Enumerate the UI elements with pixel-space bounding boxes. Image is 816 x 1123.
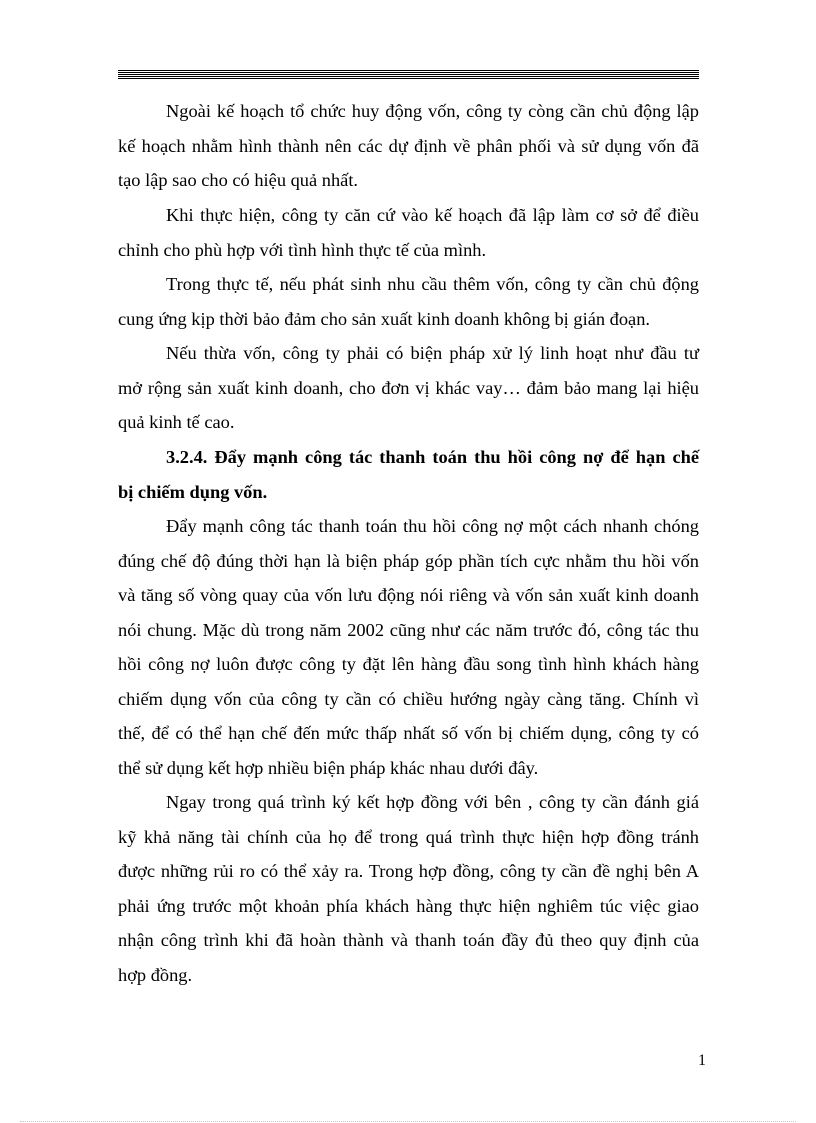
text-line: Nếu thừa vốn, công ty phải có biện pháp xử lý linh hoạt như đầu tư [166,343,699,363]
paragraph-2 [118,198,699,267]
text-line: nhận công trình khi đã hoàn thành và thanh toán đầy đủ theo quy định của [118,930,699,950]
text-line: hợp đồng. [118,964,193,985]
text-line: 3.2.4. Đẩy mạnh công tác thanh toán thu hồi công nợ để hạn chế [166,447,699,467]
text-line: bị chiếm dụng vốn. [118,481,268,502]
text-line: chiếm dụng vốn của công ty cần có chiều hướng ngày càng tăng. Chính vì [118,688,699,709]
header-rule [118,70,699,80]
text-line: Đẩy mạnh công tác thanh toán thu hồi công nợ một cách nhanh chóng [166,516,699,536]
text-line: được những rủi ro có thể xảy ra. Trong hợp đồng, công ty cần đề nghị bên A [118,861,699,881]
text-line: quả kinh tế cao. [118,412,235,432]
text-line: thế, để có thể hạn chế đến mức thấp nhất số vốn bị chiếm dụng, công ty có [118,723,699,743]
text-line: Ngay trong quá trình ký kết hợp đồng với bên , công ty cần đánh giá [166,792,699,812]
text-line: thể sử dụng kết hợp nhiều biện pháp khác nhau dưới đây. [118,757,539,778]
paragraph-5 [118,509,699,785]
page-bottom-border [20,1121,796,1122]
text-line: phải ứng trước một khoản phía khách hàng thực hiện nghiêm túc việc giao [118,895,699,916]
text-line: đúng chế độ đúng thời hạn là biện pháp góp phần tích cực nhằm thu hồi vốn [118,550,699,571]
paragraph-4 [118,336,699,440]
text-line: Khi thực hiện, công ty căn cứ vào kế hoạch đã lập làm cơ sở để điều [166,205,699,225]
paragraph-3 [118,267,699,336]
text-line: hồi công nợ luôn được công ty đặt lên hàng đầu song tình hình khách hàng [118,654,699,674]
page-number: 1 [698,1052,706,1069]
text-line: và tăng số vòng quay của vốn lưu động nói riêng và vốn sản xuất kinh doanh [118,585,699,605]
text-line: cung ứng kịp thời bảo đảm cho sản xuất kinh doanh không bị gián đoạn. [118,308,650,329]
section-heading [118,440,699,509]
text-line: Trong thực tế, nếu phát sinh nhu cầu thêm vốn, công ty cần chủ động [166,274,699,294]
text-line: Ngoài kế hoạch tổ chức huy động vốn, công ty còng cần chủ động lập [166,101,699,121]
paragraph-1 [118,94,699,198]
text-line: kỹ khả năng tài chính của họ để trong quá trình thực hiện hợp đồng tránh [118,826,699,847]
text-line: nói chung. Mặc dù trong năm 2002 cũng như các năm trước đó, công tác thu [118,619,699,640]
text-line: tạo lập sao cho có hiệu quả nhất. [118,170,359,190]
text-line: kế hoạch nhằm hình thành nên các dự định về phân phối và sử dụng vốn đã [118,135,699,156]
text-line: mở rộng sản xuất kinh doanh, cho đơn vị khác vay… đảm bảo mang lại hiệu [118,377,699,398]
text-line: chỉnh cho phù hợp với tình hình thực tế của mình. [118,239,487,260]
paragraph-6 [118,785,699,992]
